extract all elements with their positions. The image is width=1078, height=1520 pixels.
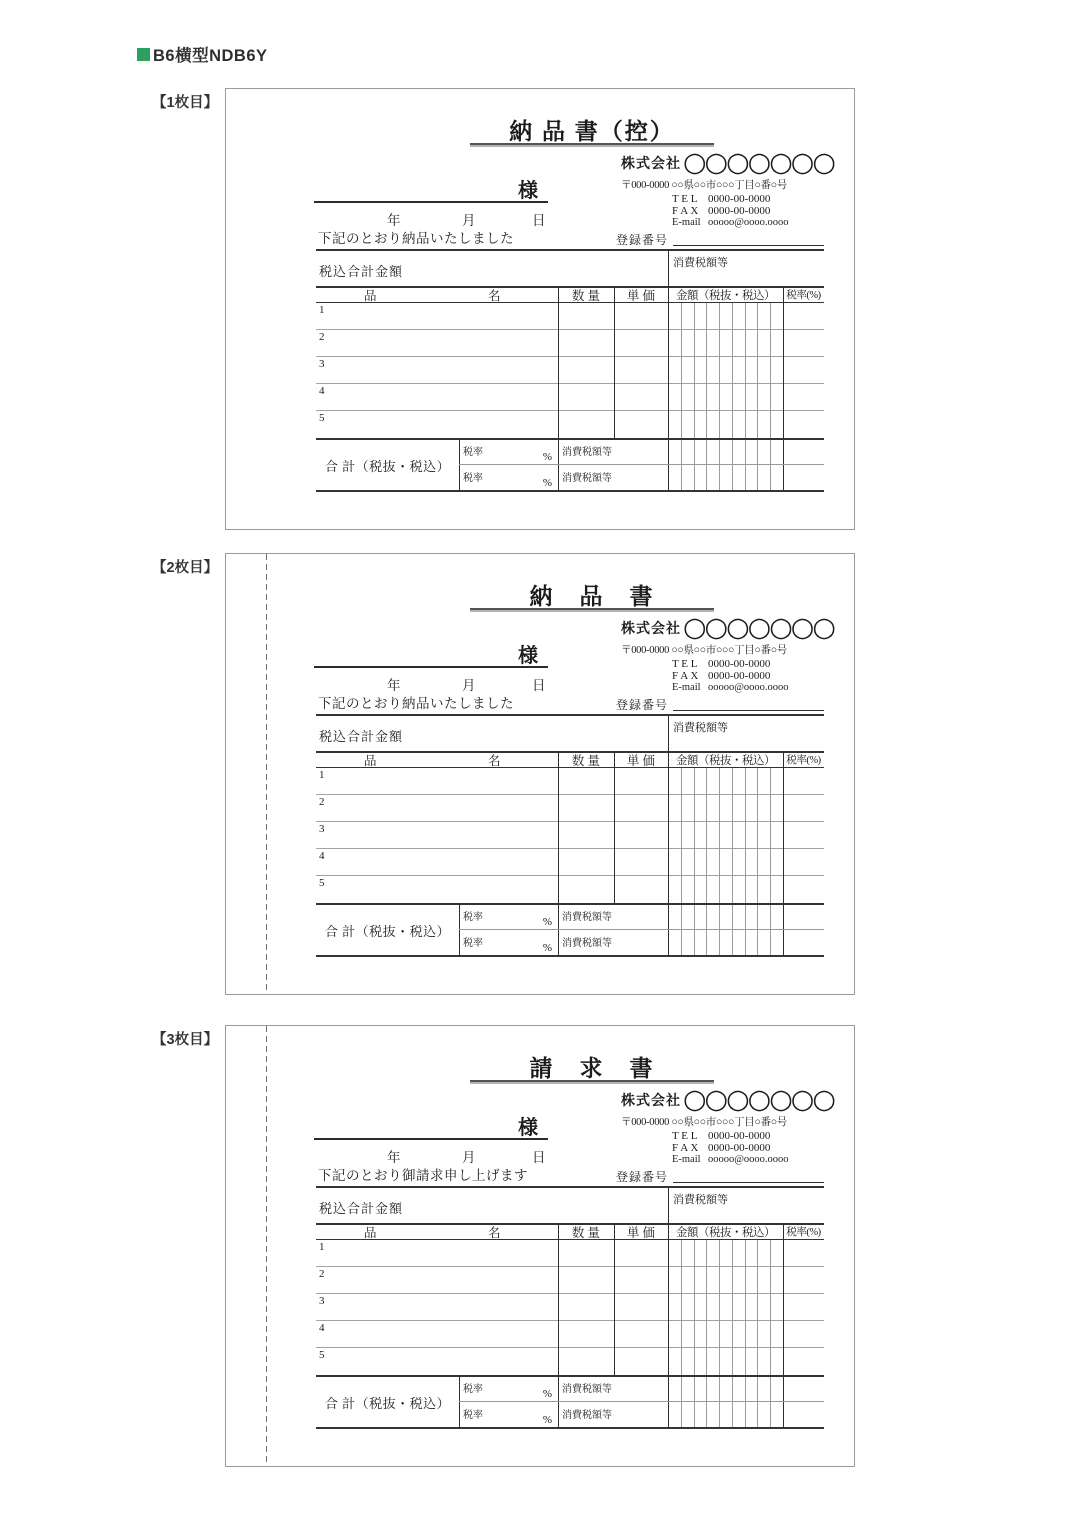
- digit-line: [732, 1240, 733, 1375]
- totals-tax-detail-label: 消費税額等: [562, 447, 612, 458]
- summary-band: [316, 714, 824, 751]
- grand-total-label: 合 計（税抜・税込）: [324, 458, 451, 474]
- row-number: 5: [319, 412, 325, 424]
- month-label: 月: [462, 678, 476, 693]
- email-value: ooooo@oooo.oooo: [708, 1154, 789, 1165]
- row-number: 5: [319, 877, 325, 889]
- fax-line: [672, 206, 831, 218]
- company-name-line: [621, 612, 834, 643]
- col-amount: 金額（税抜・税込）: [676, 1227, 775, 1239]
- form-box: [225, 553, 855, 995]
- honorific: 様: [518, 1117, 538, 1139]
- col-tax-rate: 税率(%): [786, 755, 821, 766]
- col-tax-rate: 税率(%): [786, 1227, 821, 1238]
- green-square-icon: [137, 48, 150, 61]
- digit-line: [706, 768, 707, 903]
- fax-value: 0000-00-0000: [708, 669, 771, 682]
- fax-line: [672, 1143, 831, 1155]
- column-line: [558, 751, 559, 903]
- tax-rate-label: 税率: [463, 1410, 483, 1421]
- percent-sign: %: [542, 477, 552, 489]
- honorific: 様: [518, 180, 538, 202]
- company-contact: [672, 194, 831, 229]
- postal-code: 〒000-0000: [621, 645, 670, 656]
- row-number: 4: [319, 850, 325, 862]
- customer-name-line: [314, 179, 548, 203]
- totals-tax-detail-label: 消費税額等: [562, 1384, 612, 1395]
- column-line: [614, 286, 615, 438]
- percent-sign: %: [542, 451, 552, 463]
- totals-tax-detail-label: 消費税額等: [562, 1410, 612, 1421]
- totals-tax-detail-label: 消費税額等: [562, 912, 612, 923]
- registration-label: 登録番号: [616, 233, 669, 247]
- address-placeholder: ○○県○○市○○○丁目○番○号: [671, 1117, 787, 1128]
- date-line: [314, 1146, 548, 1165]
- tax-detail-label: 消費税額等: [673, 257, 728, 269]
- digit-line: [770, 303, 771, 438]
- totals-divider: [459, 929, 824, 930]
- percent-sign: %: [542, 942, 552, 954]
- sheet: [152, 553, 855, 995]
- statement: 下記のとおり御請求申し上げます: [318, 1168, 528, 1183]
- email-value: ooooo@oooo.oooo: [708, 217, 789, 228]
- totals-tax-detail-label: 消費税額等: [562, 473, 612, 484]
- company-prefix: 株式会社: [621, 157, 681, 172]
- column-line: [614, 1223, 615, 1375]
- day-label: 日: [532, 678, 546, 693]
- company-prefix: 株式会社: [621, 622, 681, 637]
- digit-line: [745, 1240, 746, 1375]
- summary-divider: [668, 716, 669, 751]
- fax-value: 0000-00-0000: [708, 204, 771, 217]
- summary-divider: [668, 251, 669, 286]
- postal-code: 〒000-0000: [621, 1117, 670, 1128]
- company-name-placeholder: ○○○○○○○: [683, 147, 834, 178]
- column-line: [558, 286, 559, 438]
- percent-sign: %: [542, 916, 552, 928]
- col-item-right: 名: [488, 754, 501, 768]
- column-line: [558, 1223, 559, 1375]
- registration-underline: [673, 1165, 824, 1183]
- digit-line: [757, 768, 758, 903]
- page-header: [137, 42, 268, 66]
- digit-line: [757, 303, 758, 438]
- fax-line: [672, 671, 831, 683]
- col-amount: 金額（税抜・税込）: [676, 290, 775, 302]
- tel-label: T E L: [672, 658, 698, 670]
- sheet-label: 【2枚目】: [152, 560, 219, 576]
- month-label: 月: [462, 1150, 476, 1165]
- total-incl-tax-label: 税込合計金額: [319, 729, 404, 744]
- company-contact: [672, 659, 831, 694]
- row-number: 5: [319, 1349, 325, 1361]
- items-table: [316, 1223, 824, 1429]
- year-label: 年: [387, 1150, 401, 1165]
- digit-line: [706, 303, 707, 438]
- company-name-placeholder: ○○○○○○○: [683, 612, 834, 643]
- statement: 下記のとおり納品いたしました: [318, 696, 514, 711]
- form-title: 請 求 書: [529, 1056, 655, 1081]
- col-item-left: 品: [364, 754, 377, 768]
- tax-rate-label: 税率: [463, 473, 483, 484]
- tel-value: 0000-00-0000: [708, 193, 771, 205]
- sheet-label: 【3枚目】: [152, 1032, 219, 1048]
- tax-detail-label: 消費税額等: [673, 1194, 728, 1206]
- column-line: [783, 751, 784, 903]
- row-number: 4: [319, 1322, 325, 1334]
- tax-rate-label: 税率: [463, 447, 483, 458]
- col-quantity: 数 量: [571, 754, 601, 768]
- year-label: 年: [387, 213, 401, 228]
- customer-name-line: [314, 644, 548, 668]
- digit-line: [719, 1240, 720, 1375]
- digit-line: [694, 303, 695, 438]
- day-label: 日: [532, 213, 546, 228]
- digit-line: [694, 1240, 695, 1375]
- customer-name-line: [314, 1116, 548, 1140]
- totals-tax-detail-label: 消費税額等: [562, 938, 612, 949]
- row-number: 3: [319, 823, 325, 835]
- items-table: [316, 751, 824, 957]
- col-unit-price: 単 価: [626, 1226, 656, 1240]
- column-line: [668, 1223, 669, 1375]
- column-line: [668, 286, 669, 438]
- digit-line: [745, 768, 746, 903]
- email-line: [672, 217, 831, 229]
- total-incl-tax-label: 税込合計金額: [319, 1201, 404, 1216]
- form-title: 納 品 書: [529, 584, 655, 609]
- company-contact: [672, 1131, 831, 1166]
- totals-section: [316, 903, 824, 957]
- col-item-right: 名: [488, 1226, 501, 1240]
- day-label: 日: [532, 1150, 546, 1165]
- digit-line: [694, 768, 695, 903]
- fax-label: F A X: [672, 204, 699, 217]
- col-amount: 金額（税抜・税込）: [676, 755, 775, 767]
- digit-line: [681, 303, 682, 438]
- col-item-right: 名: [488, 289, 501, 303]
- digit-line: [681, 768, 682, 903]
- perforation-line: [266, 554, 267, 994]
- digit-line: [732, 768, 733, 903]
- fax-label: F A X: [672, 1141, 699, 1154]
- percent-sign: %: [542, 1414, 552, 1426]
- perforation-line: [266, 1026, 267, 1466]
- digit-line: [757, 1240, 758, 1375]
- company-address-line: [621, 177, 831, 192]
- col-item-left: 品: [364, 289, 377, 303]
- fax-value: 0000-00-0000: [708, 1141, 771, 1154]
- title-underline: [470, 608, 714, 612]
- date-line: [314, 674, 548, 693]
- column-line: [783, 1223, 784, 1375]
- company-name-line: [621, 1084, 834, 1115]
- email-label: E-mail: [672, 682, 701, 693]
- email-label: E-mail: [672, 1154, 701, 1165]
- form-title: 納 品 書（控）: [509, 119, 675, 144]
- col-quantity: 数 量: [571, 289, 601, 303]
- statement: 下記のとおり納品いたしました: [318, 231, 514, 246]
- tel-label: T E L: [672, 1130, 698, 1142]
- email-label: E-mail: [672, 217, 701, 228]
- tax-rate-label: 税率: [463, 912, 483, 923]
- digit-line: [732, 303, 733, 438]
- column-line: [614, 751, 615, 903]
- col-unit-price: 単 価: [626, 754, 656, 768]
- column-line: [783, 286, 784, 438]
- sheet: [152, 88, 855, 530]
- issuer-block: [621, 612, 834, 694]
- percent-sign: %: [542, 1388, 552, 1400]
- registration-label: 登録番号: [616, 1170, 669, 1184]
- registration-label: 登録番号: [616, 698, 669, 712]
- issuer-block: [621, 147, 834, 229]
- row-number: 3: [319, 1295, 325, 1307]
- date-line: [314, 209, 548, 228]
- product-label: B6横型NDB6Y: [153, 47, 268, 65]
- company-address-line: [621, 642, 831, 657]
- company-address-line: [621, 1114, 831, 1129]
- sheet-label: 【1枚目】: [152, 95, 219, 111]
- company-prefix: 株式会社: [621, 1094, 681, 1109]
- digit-line: [719, 303, 720, 438]
- form-box: [225, 1025, 855, 1467]
- sheet: [152, 1025, 855, 1467]
- form-box: [225, 88, 855, 530]
- tax-detail-label: 消費税額等: [673, 722, 728, 734]
- company-name-line: [621, 147, 834, 178]
- fax-label: F A X: [672, 669, 699, 682]
- row-number: 2: [319, 331, 325, 343]
- totals-section: [316, 1375, 824, 1429]
- digit-line: [681, 1240, 682, 1375]
- company-name-placeholder: ○○○○○○○: [683, 1084, 834, 1115]
- digit-line: [770, 1240, 771, 1375]
- tax-rate-label: 税率: [463, 1384, 483, 1395]
- row-number: 1: [319, 304, 325, 316]
- digit-line: [770, 768, 771, 903]
- digit-line: [745, 303, 746, 438]
- row-number: 1: [319, 1241, 325, 1253]
- col-item-left: 品: [364, 1226, 377, 1240]
- row-number: 3: [319, 358, 325, 370]
- totals-section: [316, 438, 824, 492]
- col-unit-price: 単 価: [626, 289, 656, 303]
- summary-band: [316, 1186, 824, 1223]
- tel-value: 0000-00-0000: [708, 658, 771, 670]
- row-number: 4: [319, 385, 325, 397]
- email-value: ooooo@oooo.oooo: [708, 682, 789, 693]
- email-line: [672, 682, 831, 694]
- row-number: 2: [319, 796, 325, 808]
- year-label: 年: [387, 678, 401, 693]
- address-placeholder: ○○県○○市○○○丁目○番○号: [671, 180, 787, 191]
- digit-line: [706, 1240, 707, 1375]
- summary-band: [316, 249, 824, 286]
- tel-value: 0000-00-0000: [708, 1130, 771, 1142]
- email-line: [672, 1154, 831, 1166]
- month-label: 月: [462, 213, 476, 228]
- row-number: 1: [319, 769, 325, 781]
- grand-total-label: 合 計（税抜・税込）: [324, 1395, 451, 1411]
- title-underline: [470, 143, 714, 147]
- col-tax-rate: 税率(%): [786, 290, 821, 301]
- totals-divider: [459, 1401, 824, 1402]
- grand-total-label: 合 計（税抜・税込）: [324, 923, 451, 939]
- tel-label: T E L: [672, 193, 698, 205]
- tax-rate-label: 税率: [463, 938, 483, 949]
- column-line: [668, 751, 669, 903]
- title-underline: [470, 1080, 714, 1084]
- honorific: 様: [518, 645, 538, 667]
- postal-code: 〒000-0000: [621, 180, 670, 191]
- col-quantity: 数 量: [571, 1226, 601, 1240]
- digit-line: [719, 768, 720, 903]
- issuer-block: [621, 1084, 834, 1166]
- items-table: [316, 286, 824, 492]
- registration-underline: [673, 228, 824, 246]
- address-placeholder: ○○県○○市○○○丁目○番○号: [671, 645, 787, 656]
- summary-divider: [668, 1188, 669, 1223]
- row-number: 2: [319, 1268, 325, 1280]
- totals-divider: [459, 464, 824, 465]
- registration-underline: [673, 693, 824, 711]
- total-incl-tax-label: 税込合計金額: [319, 264, 404, 279]
